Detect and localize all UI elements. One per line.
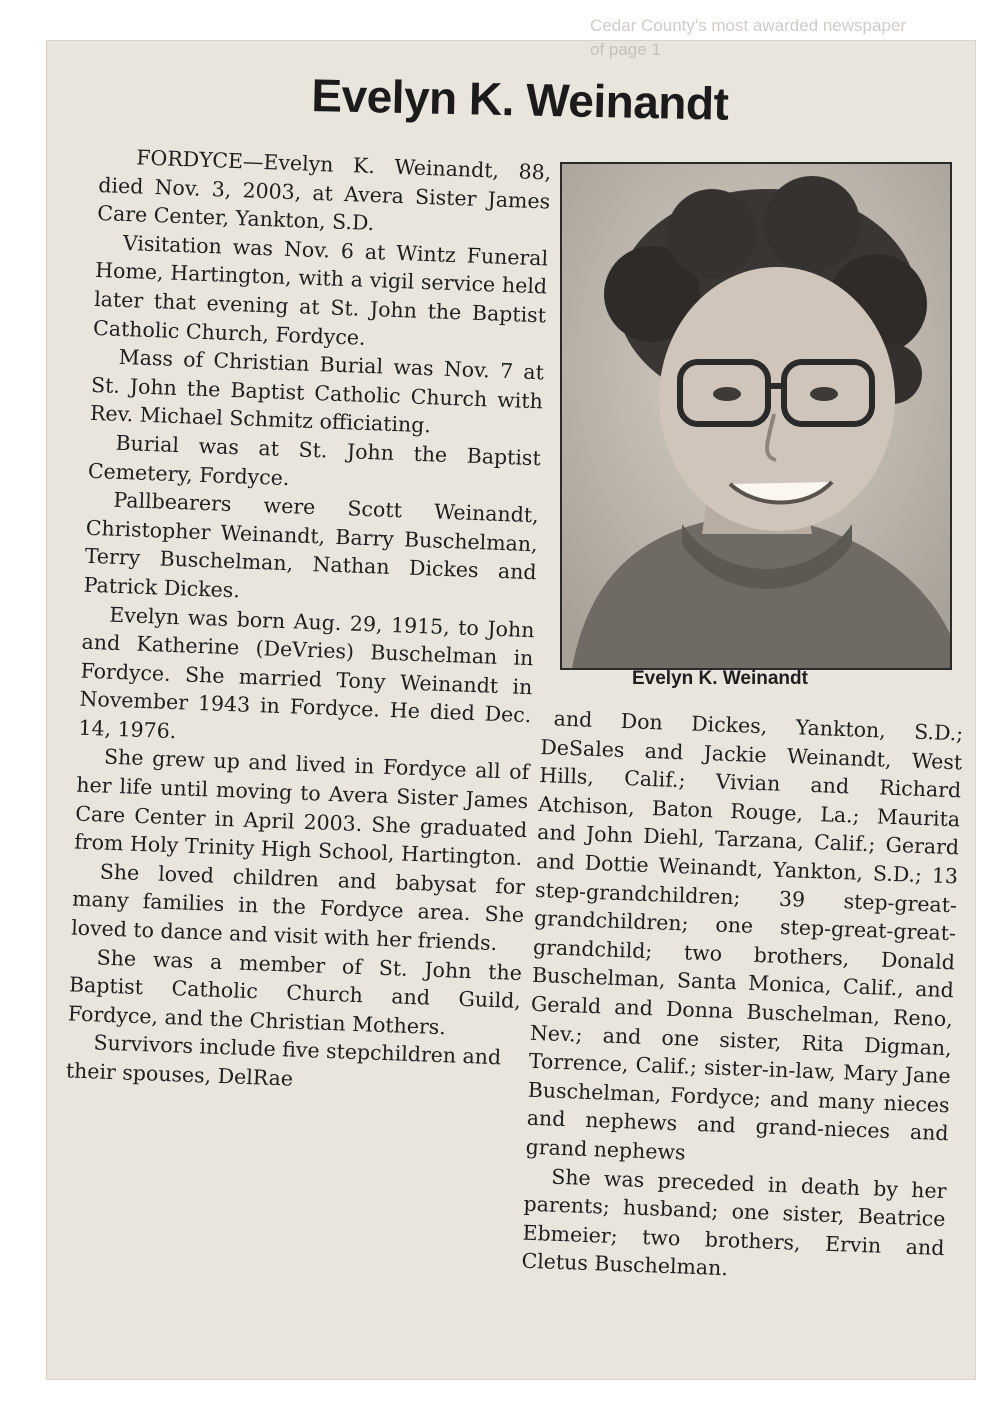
paragraph-hobbies: She loved children and babysat for many families in the Fordyce area. She loved to dance and visit with her friends. [70,859,526,956]
bleed-line-1: Cedar County's most awarded newspaper [590,16,907,35]
paragraph-death-notice: FORDYCE—Evelyn K. Weinandt, 88, died Nov. 3, 2003, at Avera Sister James Care Center, Yankton, S.D. [96,145,552,236]
paragraph-survivors-continued: and Don Dickes, Yankton, S.D.; DeSales and Jackie Weinandt, West Hills, Calif.; Vivian and Richard Atchison, Baton Rouge, La.; Maurita and John Diehl, Tarzana, Calif.; Gerard and Dottie Weinandt, Yankton, S.D.; 13 step-grandchildren; 39 step-great-grandchildren; one step-great-great-grandchild; two brothers, Donald Buschelman, Santa Monica, Calif., and Gerald and Donna Buschelman, Reno, Nev.; and one sister, Rita Digman, Torrence, Calif.; sister-in-law, Mary Jane Buschelman, Fordyce; and many nieces and nephews and grand-nieces and grand nephews [525,706,964,1165]
paragraph-preceded: She was preceded in death by her parents; husband; one sister, Beatrice Ebmeier; two brothers, Ervin and Cletus Buschelman. [521,1164,947,1281]
obituary-headline: Evelyn K. Weinandt [310,68,729,130]
paragraph-mass: Mass of Christian Burial was Nov. 7 at St. John the Baptist Catholic Church with Rev. Michael Schmitz officiating. [89,344,545,438]
bleed-through-text [590,14,950,74]
paragraph-burial: Burial was at St. John the Baptist Cemetery, Fordyce. [87,430,542,490]
portrait-image [562,164,950,668]
paragraph-membership: She was a member of St. John the Baptist Catholic Church and Guild, Fordyce, and the Christian Mothers. [67,945,523,1040]
paragraph-life: She grew up and lived in Fordyce all of her life until moving to Avera Sister James Care Center in April 2003. She graduated from Holy Trinity High School, Hartington. [73,745,530,871]
paragraph-pallbearers: Pallbearers were Scott Weinandt, Christopher Weinandt, Barry Buschelman, Terry Buschelman, Nathan Dickes and Patrick Dickes. [83,487,540,603]
paragraph-survivors-start: Survivors include five stepchildren and their spouses, DelRae [65,1030,502,1091]
paragraph-birth: Evelyn was born Aug. 29, 1915, to John and Katherine (DeVries) Buschelman in Fordyce. She married Tony Weinandt in November 1943 in Fordyce. He died Dec. 14, 1976. [78,602,535,744]
portrait-photo [560,162,952,670]
photo-caption: Evelyn K. Weinandt [632,668,808,689]
obituary-column-1 [65,142,551,1102]
bleed-line-2: of page 1 [590,40,661,59]
paragraph-visitation: Visitation was Nov. 6 at Wintz Funeral Home, Hartington, with a vigil service held later that evening at St. John the Baptist Catholic Church, Fordyce. [92,230,549,350]
obituary-column-2 [521,704,964,1291]
